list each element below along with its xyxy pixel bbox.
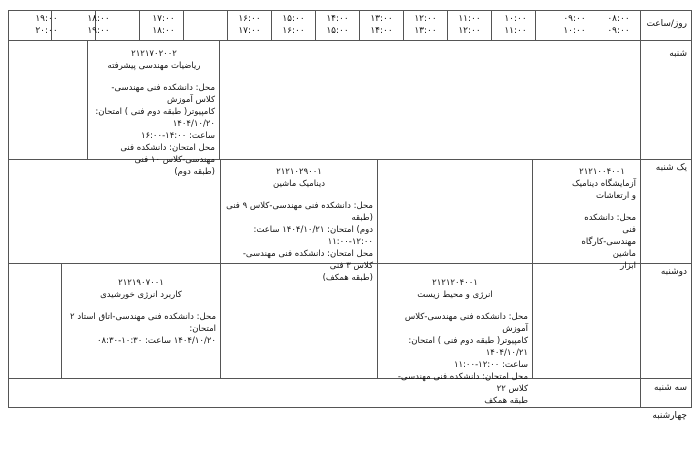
course-detail: محل: دانشکده فنی مهندسی-کلاس ۹ فنی (طبقه <box>226 201 373 223</box>
course-block-machine-dynamics[interactable] <box>221 166 377 284</box>
course-detail: (طبقه دوم) <box>174 167 215 177</box>
course-block-border <box>219 40 220 159</box>
course-detail: ساعت: ۱۴:۰۰-۱۶:۰۰ <box>140 131 215 141</box>
course-code: ۲۱۲۱۰۲۹۰۰۱ <box>276 167 322 177</box>
course-code: ۲۱۲۱۹۰۷۰۰۱ <box>118 278 164 288</box>
course-detail: محل: دانشکده فنی مهندسی-کلاس آموزش <box>111 83 215 105</box>
course-block-solar-energy[interactable] <box>62 277 220 347</box>
time-slot-header: ۱۴:۰۰ ۱۵:۰۰ <box>326 14 349 36</box>
course-title: آزمایشگاه دینامیک و ارتعاشات <box>571 179 636 201</box>
course-detail: محل امتحان: دانشکده فنی مهندسی-کلاس ۲۲ <box>397 372 528 394</box>
time-slot-header: ۱۲:۰۰ ۱۳:۰۰ <box>414 14 437 36</box>
time-slot-header: ۱۸:۰۰ ۱۹:۰۰ <box>87 14 110 36</box>
time-slot-header: ۱۳:۰۰ ۱۴:۰۰ <box>370 14 393 36</box>
time-slot-header: ۱۷:۰۰ ۱۸:۰۰ <box>152 14 175 36</box>
time-slot-header: ۰۹:۰۰ ۱۰:۰۰ <box>563 14 586 36</box>
course-block-advanced-engineering-math[interactable] <box>89 48 219 178</box>
course-code: ۲۱۲۱۲۰۴۰۰۱ <box>432 278 478 288</box>
day-label-wednesday: چهارشنبه <box>652 411 687 421</box>
day-label-saturday: شنبه <box>669 49 687 59</box>
course-block-border <box>87 40 88 159</box>
day-label-sunday: یک شنبه <box>655 163 687 173</box>
course-detail: مهندسی-کارگاه ماشین <box>581 237 636 259</box>
course-detail: کامپیوتر( طبقه دوم فنی ) امتحان: ۱۴۰۴/۱۰/۲۰ <box>95 107 215 129</box>
day-column-divider <box>640 11 641 407</box>
course-detail: ابزار <box>620 261 636 271</box>
course-detail: ۱۴۰۴/۱۰/۲۰ ساعت: ۱۰:۳۰-۰۸:۳۰ <box>96 336 216 346</box>
course-detail: محل: دانشکده فنی <box>584 213 636 235</box>
column-divider <box>491 11 492 40</box>
course-title: انرژی و محیط زیست <box>417 290 493 300</box>
day-label-monday: دوشنبه <box>660 267 687 277</box>
course-title: کاربرد انرژی خورشیدی <box>100 290 182 300</box>
day-time-corner-label: روز/ساعت <box>646 19 687 29</box>
course-detail: محل: دانشکده فنی مهندسی-کلاس آموزش <box>404 312 528 334</box>
course-detail: محل امتحان: دانشکده فنی مهندسی-کلاس ۳ فنی <box>242 249 373 271</box>
time-slot-header: ۱۱:۰۰ ۱۲:۰۰ <box>458 14 481 36</box>
time-slot-header: ۱۹:۰۰ ۲۰:۰۰ <box>35 14 58 36</box>
column-divider <box>139 11 140 40</box>
course-block-dynamics-vibrations-lab[interactable] <box>564 166 640 272</box>
course-code: ۲۱۲۱۰۰۴۰۰۱ <box>579 167 625 177</box>
course-detail: کامپیوتر( طبقه دوم فنی ) امتحان: ۱۴۰۴/۱۰/۲۱ <box>408 336 528 358</box>
time-slot-header: ۱۰:۰۰ ۱۱:۰۰ <box>504 14 527 36</box>
course-detail: ساعت: ۱۲:۰۰-۱۱:۰۰ <box>453 360 528 370</box>
course-code: ۲۱۲۱۷۰۲۰۰۲ <box>131 49 177 59</box>
course-detail: محل: دانشکده فنی مهندسی-اتاق استاد ۲ امتحان: <box>70 312 216 334</box>
course-detail: طبقه همکف <box>484 396 528 406</box>
time-slot-header: ۱۶:۰۰ ۱۷:۰۰ <box>238 14 261 36</box>
course-block-energy-environment[interactable] <box>378 277 532 407</box>
row-divider <box>9 378 691 379</box>
time-slot-header: ۱۵:۰۰ ۱۶:۰۰ <box>282 14 305 36</box>
course-title: ریاضیات مهندسی پیشرفته <box>107 61 201 71</box>
course-block-border <box>532 159 533 263</box>
row-divider <box>9 407 691 408</box>
course-detail: دوم) امتحان: ۱۴۰۴/۱۰/۲۱ ساعت: ۱۲:۰۰-۱۱:۰۰ <box>253 225 373 247</box>
course-title: دینامیک ماشین <box>272 179 326 189</box>
course-detail: (طبقه همکف) <box>322 273 373 283</box>
time-slot-header: ۰۸:۰۰ ۰۹:۰۰ <box>607 14 630 36</box>
course-detail: محل امتحان: دانشکده فنی مهندسی-کلاس ۱۰ فنی <box>120 143 215 165</box>
day-label-tuesday: سه شنبه <box>653 383 687 393</box>
course-block-border <box>532 263 533 378</box>
weekly-schedule-table <box>8 10 692 421</box>
course-block-border <box>377 159 378 263</box>
